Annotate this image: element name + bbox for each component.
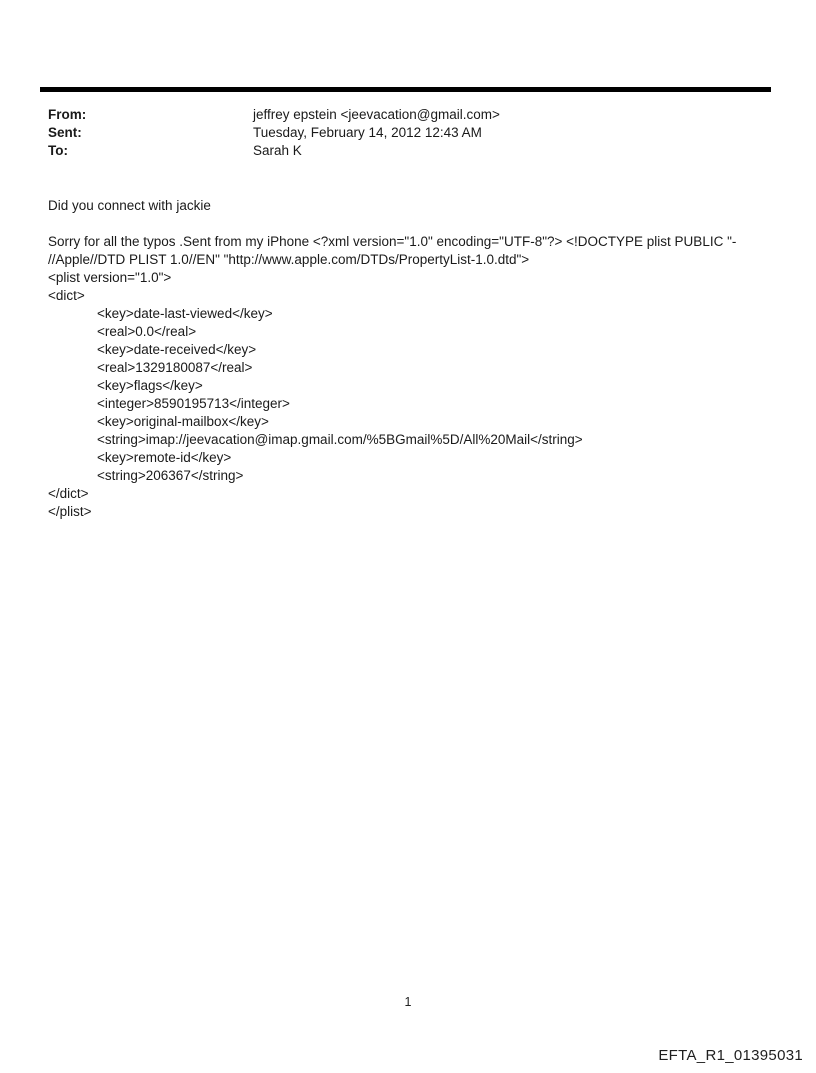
email-body-paragraph-line: //Apple//DTD PLIST 1.0//EN" "http://www.apple.com/DTDs/PropertyList-1.0.dtd">: [48, 252, 530, 267]
bates-number: EFTA_R1_01395031: [658, 1047, 803, 1064]
email-header: [48, 106, 500, 160]
from-label: From:: [48, 107, 87, 122]
plist-line: <plist version="1.0">: [48, 270, 172, 285]
plist-line: </plist>: [48, 504, 92, 519]
to-label: To:: [48, 143, 68, 158]
plist-line: <string>imap://jeevacation@imap.gmail.com/%5BGmail%5D/All%20Mail</string>: [97, 432, 583, 447]
sent-value: Tuesday, February 14, 2012 12:43 AM: [253, 125, 482, 140]
plist-line: <key>flags</key>: [97, 378, 203, 393]
sent-label: Sent:: [48, 125, 82, 140]
to-value: Sarah K: [253, 143, 302, 158]
email-header-row-sent: [48, 124, 500, 142]
plist-line: <string>206367</string>: [97, 468, 244, 483]
header-divider-rule: [40, 87, 771, 92]
plist-line: </dict>: [48, 486, 89, 501]
email-header-row-from: [48, 106, 500, 124]
plist-line: <real>0.0</real>: [97, 324, 197, 339]
plist-line: <real>1329180087</real>: [97, 360, 253, 375]
email-body-paragraph-line: Sorry for all the typos .Sent from my iPhone <?xml version="1.0" encoding="UTF-8"?> <!DOCTYPE plist PUBLIC "-: [48, 234, 737, 249]
plist-line: <key>remote-id</key>: [97, 450, 232, 465]
email-header-row-to: [48, 142, 500, 160]
plist-line: <key>original-mailbox</key>: [97, 414, 269, 429]
from-value: jeffrey epstein <jeevacation@gmail.com>: [253, 107, 500, 122]
blank-line: [48, 215, 770, 233]
page-number: 1: [404, 995, 412, 1009]
email-body: [48, 197, 770, 521]
plist-line: <integer>8590195713</integer>: [97, 396, 290, 411]
email-body-greeting: Did you connect with jackie: [48, 198, 211, 213]
plist-line: <dict>: [48, 288, 85, 303]
plist-line: <key>date-last-viewed</key>: [97, 306, 273, 321]
plist-line: <key>date-received</key>: [97, 342, 257, 357]
